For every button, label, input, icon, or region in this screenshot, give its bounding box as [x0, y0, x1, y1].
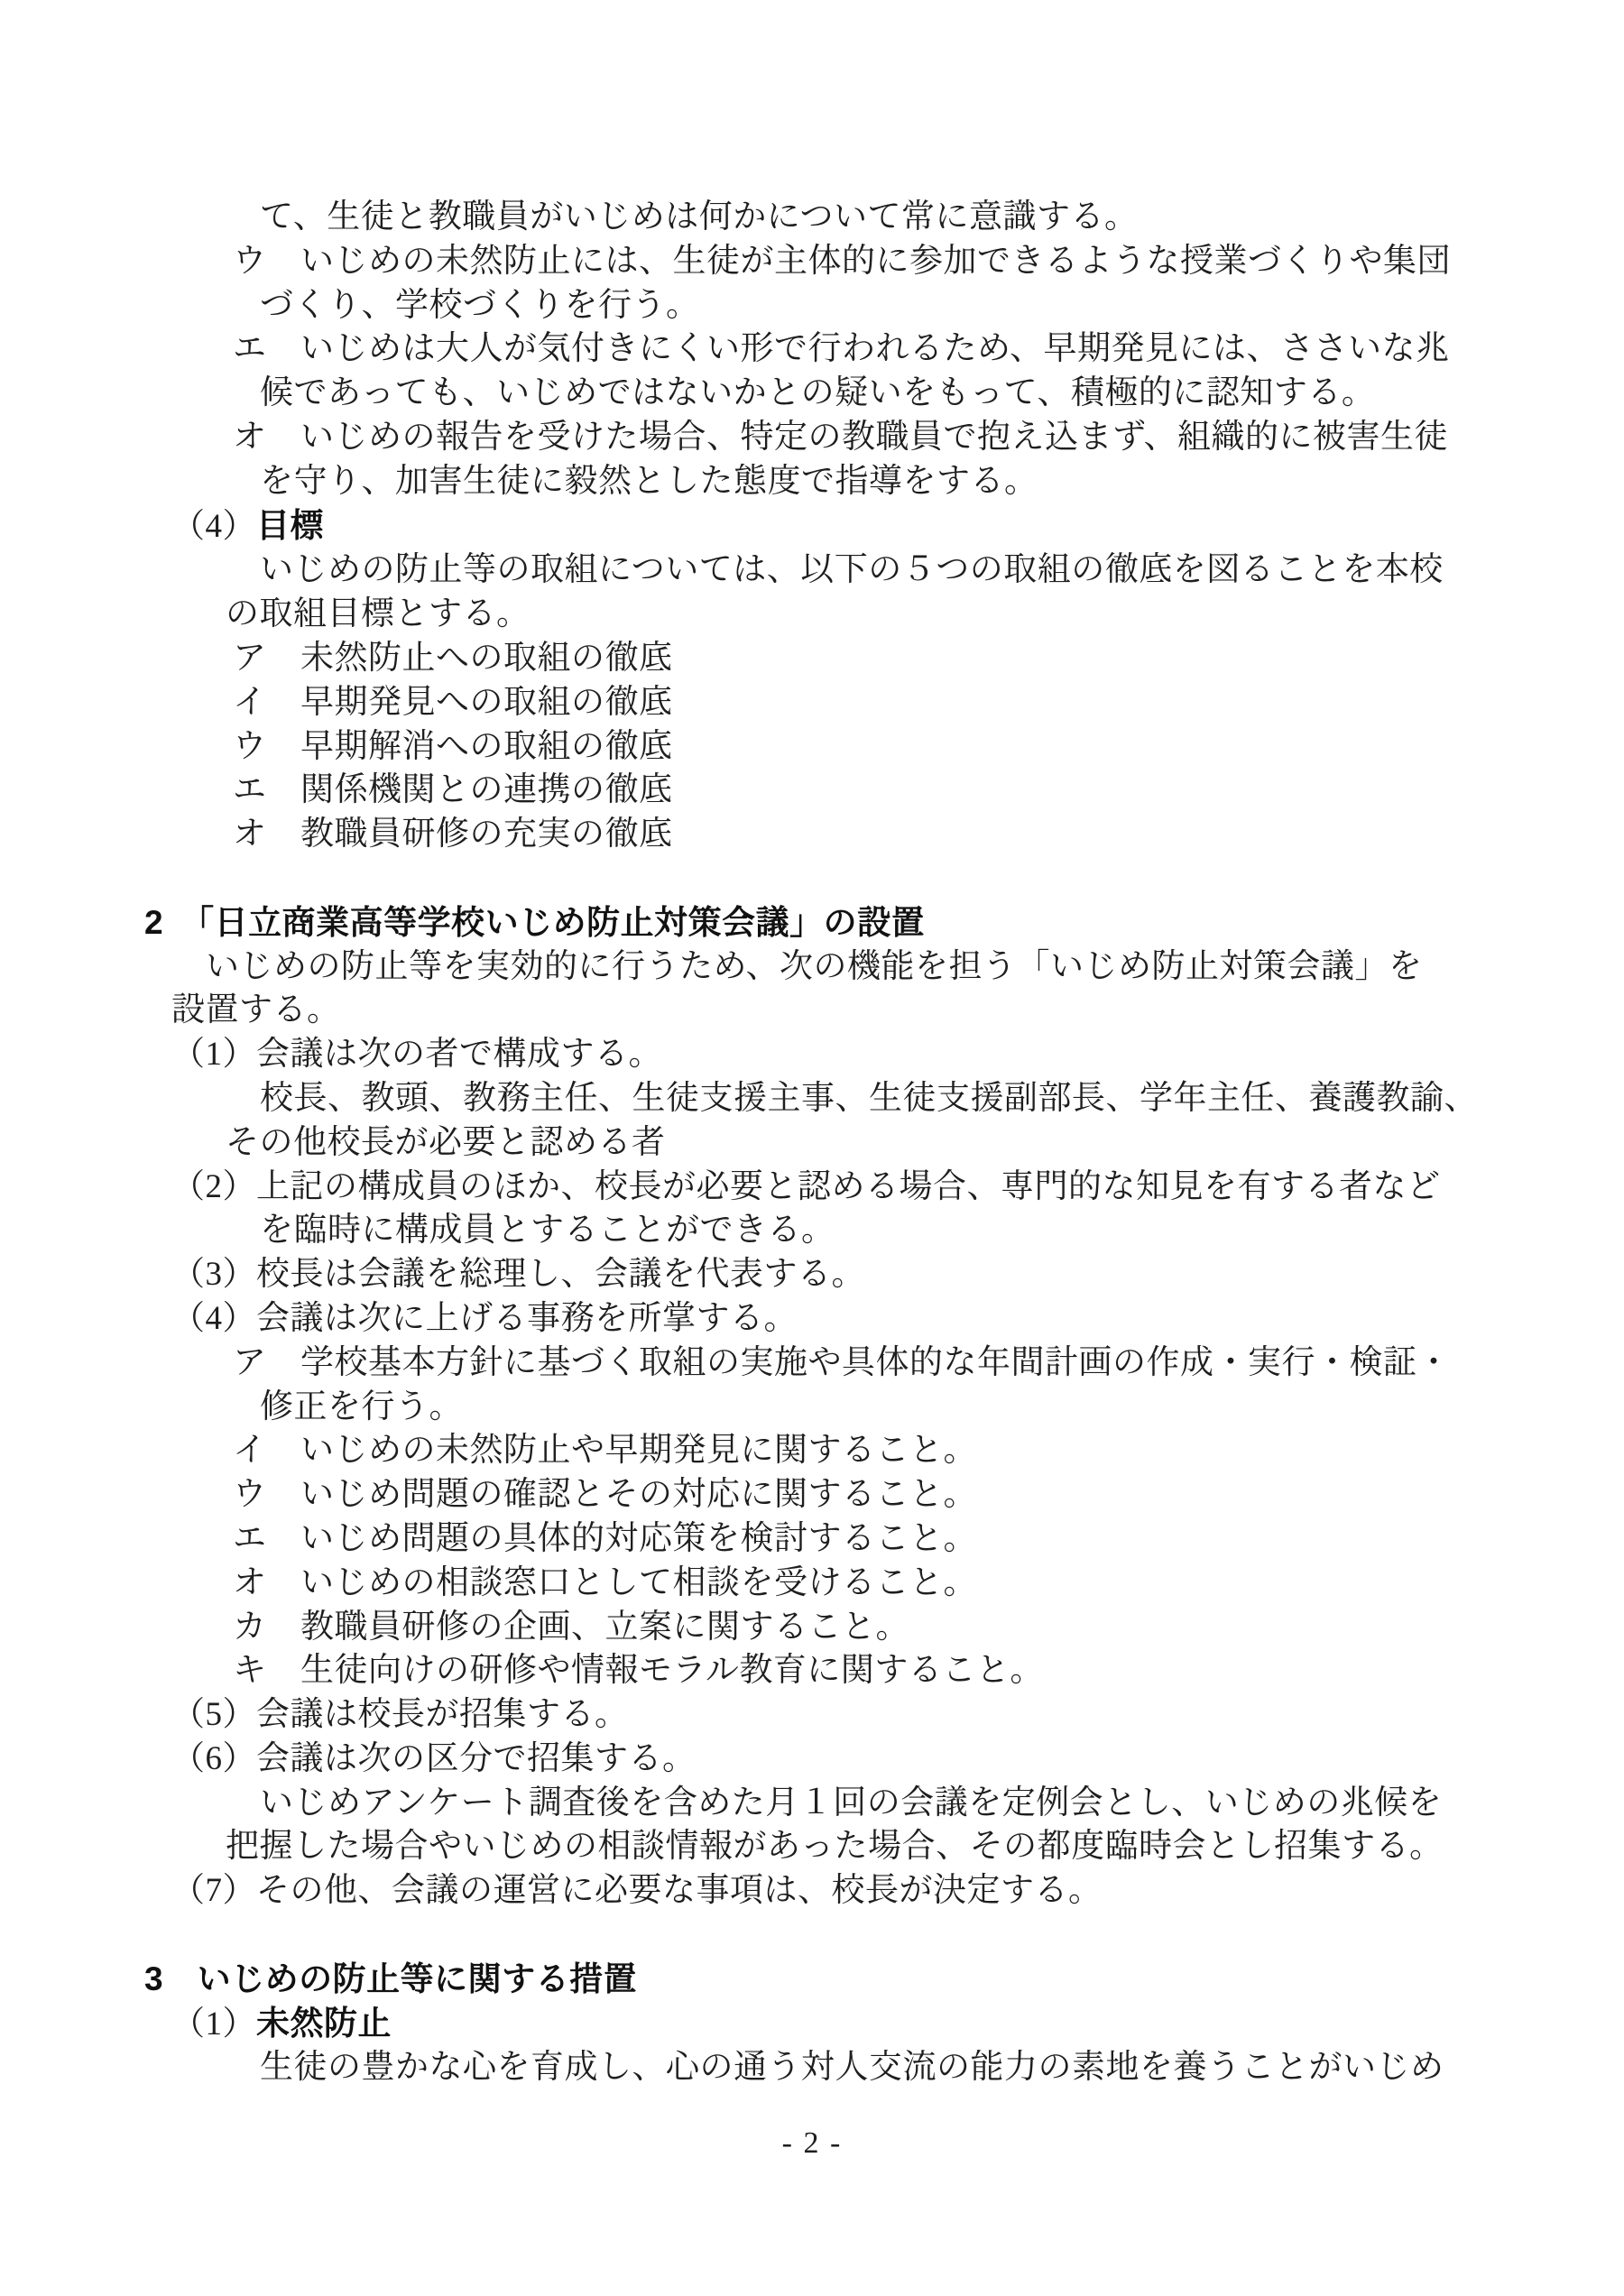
text-line: を臨時に構成員とすることができる。	[260, 1212, 835, 1249]
page-number: - 2 -	[781, 2126, 843, 2160]
text-line: て、生徒と教職員がいじめは何かについて常に意識する。	[260, 198, 1139, 235]
text-line: 校長、教頭、教務主任、生徒支援主事、生徒支援副部長、学年主任、養護教諭、	[260, 1079, 1478, 1117]
text-line: いじめの防止等の取組については、以下の５つの取組の徹底を図ることを本校	[260, 551, 1444, 589]
text-line: 設置する。	[171, 991, 341, 1029]
sub-heading	[171, 504, 1624, 549]
text-line: オ いじめの相談窓口として相談を受けること。	[233, 1563, 977, 1601]
text-line: いじめの防止等を実効的に行うため、次の機能を担う「いじめ防止対策会議」を	[206, 947, 1423, 985]
text-line: づくり、学校づくりを行う。	[260, 286, 700, 324]
text-line: （6）会議は次の区分で招集する。	[171, 1739, 697, 1777]
text-line: エ 関係機関との連携の徹底	[233, 771, 673, 809]
text-line: ウ いじめの未然防止には、生徒が主体的に参加できるような授業づくりや集団	[233, 242, 1451, 280]
text-line: ウ 早期解消への取組の徹底	[233, 727, 673, 765]
text-line: の取組目標とする。	[226, 595, 531, 633]
text-line: エ いじめ問題の具体的対応策を検討すること。	[233, 1519, 977, 1557]
text-line: カ 教職員研修の企画、立案に関すること。	[233, 1608, 909, 1646]
text-line: イ 早期発見への取組の徹底	[233, 683, 673, 721]
text-line: 候であっても、いじめではないかとの疑いをもって、積極的に認知する。	[260, 374, 1376, 412]
text-line: オ いじめの報告を受けた場合、特定の教職員で抱え込まず、組織的に被害生徒	[233, 418, 1449, 456]
text-line: オ 教職員研修の充実の徹底	[233, 816, 673, 853]
text-line: エ いじめは大人が気付きにくい形で行われるため、早期発見には、ささいな兆	[233, 330, 1450, 368]
text-line: （7）その他、会議の運営に必要な事項は、校長が決定する。	[171, 1872, 1103, 1910]
text-line: （1）会議は次の者で構成する。	[171, 1036, 662, 1074]
blank-line	[0, 857, 1624, 901]
text-line: その他校長が必要と認める者	[226, 1123, 666, 1161]
text-line: 生徒の豊かな心を育成し、心の通う対人交流の能力の素地を養うことがいじめ	[260, 2049, 1444, 2087]
text-line: キ 生徒向けの研修や情報モラル教育に関すること。	[233, 1652, 1044, 1690]
text-line: （2）上記の構成員のほか、校長が必要と認める場合、専門的な知見を有する者など	[171, 1167, 1441, 1205]
section-heading: 2 「日立商業高等学校いじめ防止対策会議」の設置	[144, 903, 926, 941]
text-line: を守り、加害生徒に毅然とした態度で指導をする。	[260, 462, 1038, 500]
text-line: ウ いじめ問題の確認とその対応に関すること。	[233, 1476, 977, 1514]
text-line: ア 学校基本方針に基づく取組の実施や具体的な年間計画の作成・実行・検証・	[233, 1343, 1451, 1381]
text-line: （3）校長は会議を総理し、会議を代表する。	[171, 1256, 865, 1294]
blank-line	[0, 1913, 1624, 1958]
heading-marker: （4）	[171, 507, 256, 545]
text-line: ア 未然防止への取組の徹底	[233, 639, 673, 677]
heading-label: 目標	[256, 506, 324, 544]
text-line: （4）会議は次に上げる事務を所掌する。	[171, 1299, 798, 1337]
text-line: いじめアンケート調査後を含めた月１回の会議を定例会とし、いじめの兆候を	[260, 1784, 1443, 1821]
text-line: 修正を行う。	[260, 1388, 463, 1425]
section-heading: 3 いじめの防止等に関する措置	[144, 1959, 638, 1997]
heading-label: 未然防止	[256, 2004, 392, 2042]
text-line: （5）会議は校長が招集する。	[171, 1696, 629, 1734]
sub-heading	[171, 2002, 1624, 2047]
text-line: 把握した場合やいじめの相談情報があった場合、その都度臨時会とし招集する。	[226, 1828, 1444, 1866]
heading-marker: （1）	[171, 2005, 256, 2042]
text-line: イ いじめの未然防止や早期発見に関すること。	[233, 1432, 977, 1470]
